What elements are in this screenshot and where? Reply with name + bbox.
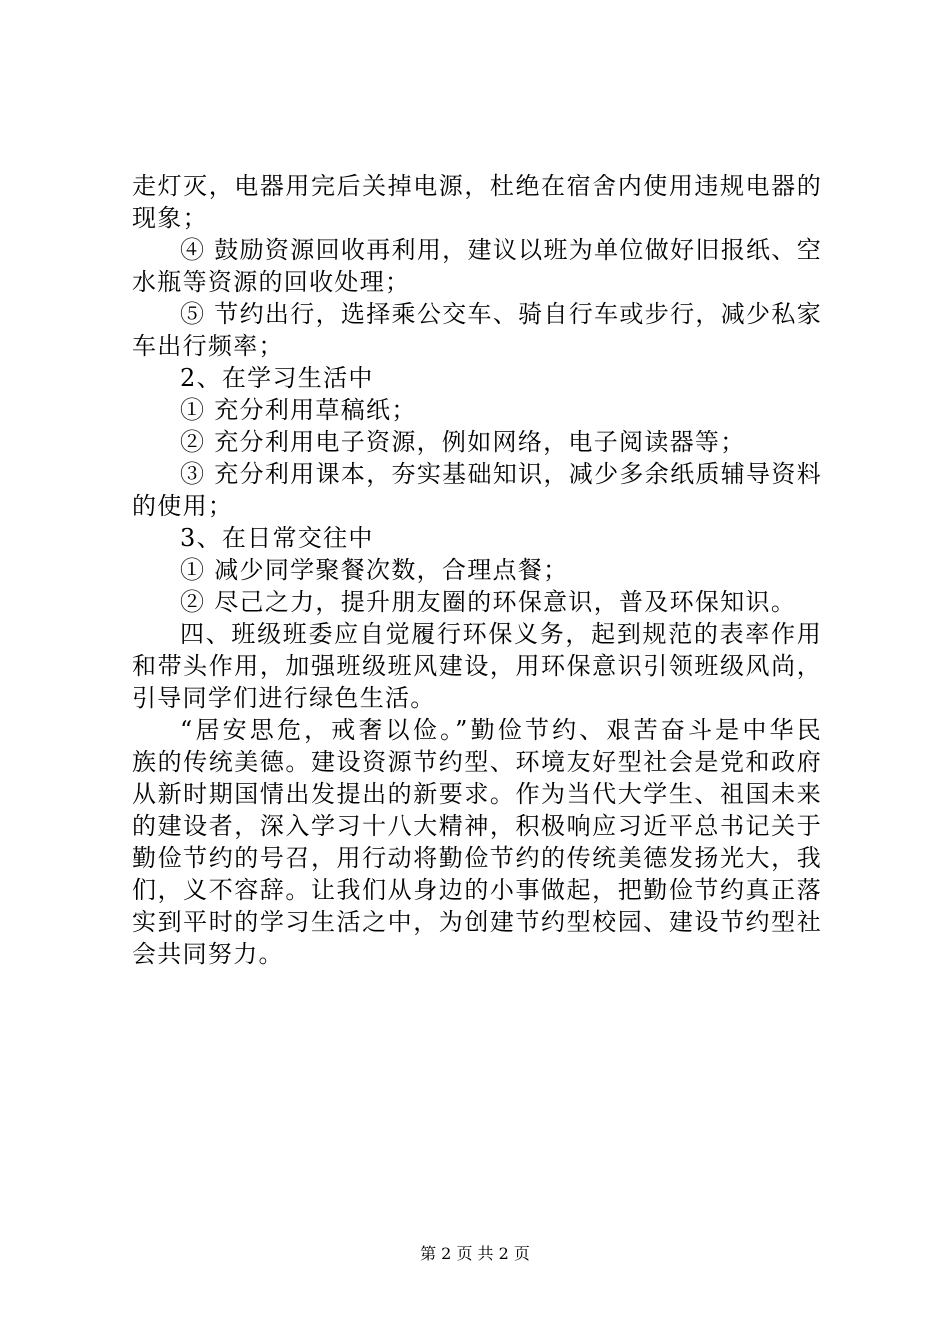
list-item-line: ③ 充分利用课本，夯实基础知识，减少多余纸质辅导资料 — [180, 460, 822, 488]
list-item-line: ① 充分利用草稿纸； — [180, 396, 417, 424]
list-item-line: ④ 鼓励资源回收再利用，建议以班为单位做好旧报纸、空 — [180, 236, 822, 264]
paragraph-line: 实到平时的学习生活之中，为创建节约型校园、建设节约型社 — [132, 908, 822, 936]
section-heading: 3、在日常交往中 — [180, 524, 374, 552]
paragraph-line: 走灯灭，电器用完后关掉电源，杜绝在宿舍内使用违规电器的 — [132, 172, 822, 200]
paragraph-line: 车出行频率； — [132, 332, 284, 360]
document-body — [132, 170, 822, 970]
list-item-line: ② 尽己之力，提升朋友圈的环保意识，普及环保知识。 — [180, 588, 797, 616]
page-footer: 第 2 页 共 2 页 — [420, 1244, 530, 1263]
paragraph-line: 四、班级班委应自觉履行环保义务，起到规范的表率作用 — [180, 620, 822, 648]
paragraph-line: 现象； — [132, 204, 208, 232]
paragraph-line: 会共同努力。 — [132, 940, 284, 968]
paragraph-line: 和带头作用，加强班级班风建设，用环保意识引领班级风尚， — [132, 652, 822, 680]
paragraph-line: 们，义不容辞。让我们从身边的小事做起，把勤俭节约真正落 — [132, 876, 822, 904]
list-item-line: ⑤ 节约出行，选择乘公交车、骑自行车或步行，减少私家 — [180, 300, 822, 328]
list-item-line: ② 充分利用电子资源，例如网络，电子阅读器等； — [180, 428, 746, 456]
paragraph-line: 引导同学们进行绿色生活。 — [132, 684, 436, 712]
paragraph-line: 族的传统美德。建设资源节约型、环境友好型社会是党和政府 — [132, 748, 822, 776]
paragraph-line: 勤俭节约的号召，用行动将勤俭节约的传统美德发扬光大，我 — [132, 844, 822, 872]
paragraph-line: 的使用； — [132, 492, 234, 520]
paragraph-line: 的建设者，深入学习十八大精神，积极响应习近平总书记关于 — [132, 812, 822, 840]
paragraph-line: 水瓶等资源的回收处理； — [132, 268, 411, 296]
paragraph-line: 从新时期国情出发提出的新要求。作为当代大学生、祖国未来 — [132, 780, 822, 808]
paragraph-line: “居安思危，戒奢以俭。”勤俭节约、艰苦奋斗是中华民 — [180, 716, 822, 744]
section-heading: 2、在学习生活中 — [180, 364, 374, 392]
list-item-line: ① 减少同学聚餐次数，合理点餐； — [180, 556, 569, 584]
